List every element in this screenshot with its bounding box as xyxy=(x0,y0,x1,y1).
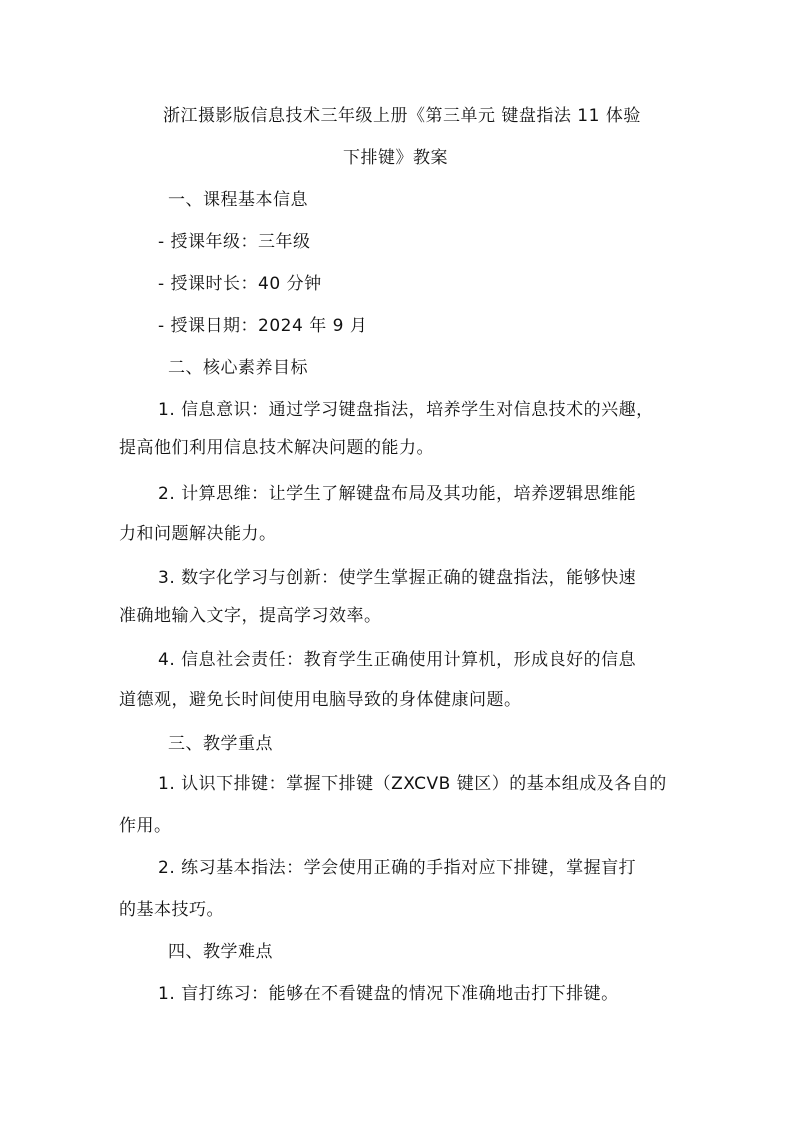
key-point-2-line-1: 2. 练习基本指法：学会使用正确的手指对应下排键，掌握盲打 xyxy=(158,858,637,878)
section-heading-key-points: 三、教学重点 xyxy=(168,734,273,754)
goal-1-line-1: 1. 信息意识：通过学习键盘指法，培养学生对信息技术的兴趣， xyxy=(158,400,654,420)
key-point-2-line-2: 的基本技巧。 xyxy=(119,900,224,920)
key-point-1-line-1: 1. 认识下排键：掌握下排键（ZXCVB 键区）的基本组成及各自的 xyxy=(158,774,667,794)
section-heading-basic-info: 一、课程基本信息 xyxy=(168,190,308,210)
goal-3-line-2: 准确地输入文字，提高学习效率。 xyxy=(119,606,382,626)
goal-3-line-1: 3. 数字化学习与创新：使学生掌握正确的键盘指法，能够快速 xyxy=(158,568,637,588)
goal-4-line-2: 道德观，避免长时间使用电脑导致的身体健康问题。 xyxy=(119,690,522,710)
info-duration: - 授课时长：40 分钟 xyxy=(158,274,322,294)
goal-4-line-1: 4. 信息社会责任：教育学生正确使用计算机，形成良好的信息 xyxy=(158,650,637,670)
goal-1-line-2: 提高他们利用信息技术解决问题的能力。 xyxy=(119,438,434,458)
key-point-1-line-2: 作用。 xyxy=(119,816,172,836)
section-heading-core-literacy: 二、核心素养目标 xyxy=(168,358,308,378)
goal-2-line-1: 2. 计算思维：让学生了解键盘布局及其功能，培养逻辑思维能 xyxy=(158,484,637,504)
section-heading-difficulties: 四、教学难点 xyxy=(168,942,273,962)
info-date: - 授课日期：2024 年 9 月 xyxy=(158,316,368,336)
document-title-line-1: 浙江摄影版信息技术三年级上册《第三单元 键盘指法 11 体验 xyxy=(163,106,641,126)
difficulty-1-line-1: 1. 盲打练习：能够在不看键盘的情况下准确地击打下排键。 xyxy=(158,984,619,1004)
goal-2-line-2: 力和问题解决能力。 xyxy=(119,524,277,544)
document-title-line-2: 下排键》教案 xyxy=(343,148,448,168)
info-grade: - 授课年级：三年级 xyxy=(158,232,311,252)
